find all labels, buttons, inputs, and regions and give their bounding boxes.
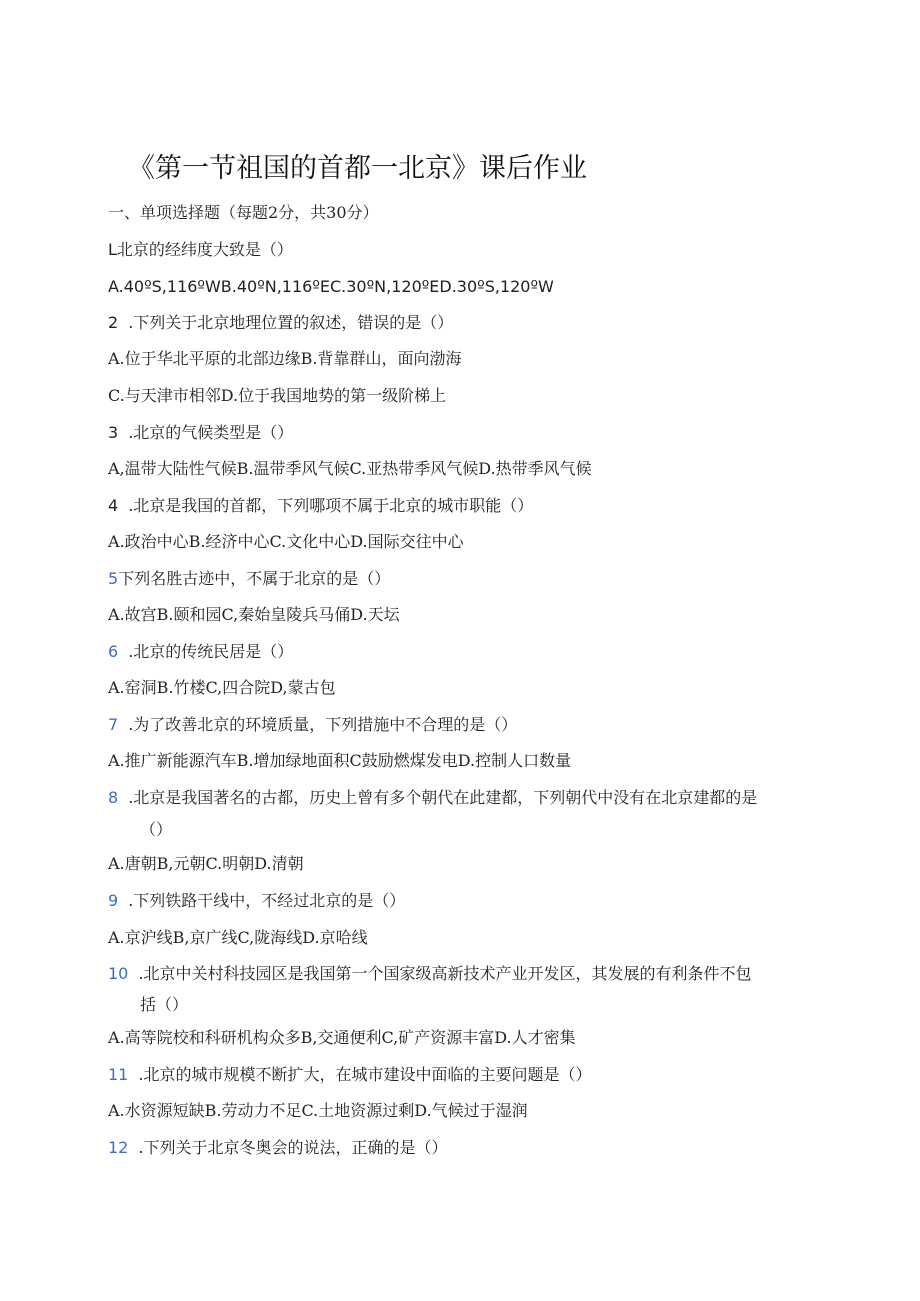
question-6 xyxy=(108,642,293,662)
question-5 xyxy=(108,569,390,589)
question-1-options: A.40ºS,116ºWB.40ºN,116ºEC.30ºN,120ºED.30ºS,120ºW xyxy=(108,277,554,296)
question-5-options: A.故宫B.颐和园C,秦始皇陵兵马俑D.天坛 xyxy=(108,605,400,624)
question-10 xyxy=(108,964,751,984)
question-3 xyxy=(108,423,293,443)
question-7-options: A.推广新能源汽车B.增加绿地面积C鼓励燃煤发电D.控制人口数量 xyxy=(108,751,572,770)
section-heading: 一、单项选择题（每题2分，共30分） xyxy=(108,203,379,222)
question-4-text: .北京是我国的首都，下列哪项不属于北京的城市职能（） xyxy=(128,496,534,515)
question-6-text: .北京的传统民居是（） xyxy=(128,642,294,661)
question-9-number: 9 xyxy=(108,891,119,910)
question-3-options: A,温带大陆性气候B.温带季风气候C.亚热带季风气候D.热带季风气候 xyxy=(108,459,592,478)
question-10-text: .北京中关村科技园区是我国第一个国家级高新技术产业开发区，其发展的有利条件不包 xyxy=(138,964,752,983)
question-9 xyxy=(108,891,405,911)
question-10-number: 10 xyxy=(108,964,129,983)
question-1-text: 北京的经纬度大致是（） xyxy=(116,240,293,259)
question-1-number: L xyxy=(108,240,117,259)
question-2 xyxy=(108,313,453,333)
question-8-number: 8 xyxy=(108,788,119,807)
question-10-continuation: 括（） xyxy=(140,995,189,1014)
question-9-options: A.京沪线B,京广线C,陇海线D.京哈线 xyxy=(108,928,368,947)
question-5-text: 下列名胜古迹中，不属于北京的是（） xyxy=(118,569,391,588)
question-1 xyxy=(108,240,293,260)
question-2-options-line-2: C.与天津市相邻D.位于我国地势的第一级阶梯上 xyxy=(108,386,447,405)
question-8 xyxy=(108,788,757,808)
question-7-text: .为了改善北京的环境质量，下列措施中不合理的是（） xyxy=(128,715,518,734)
question-12 xyxy=(108,1138,447,1158)
question-11-number: 11 xyxy=(108,1065,129,1084)
question-7-number: 7 xyxy=(108,715,119,734)
question-12-number: 12 xyxy=(108,1138,129,1157)
question-11-text: .北京的城市规模不断扩大，在城市建设中面临的主要问题是（） xyxy=(138,1065,592,1084)
question-11 xyxy=(108,1065,591,1085)
question-3-number: 3 xyxy=(108,423,119,442)
question-2-number: 2 xyxy=(108,313,119,332)
page-title: 《第一节祖国的首都一北京》课后作业 xyxy=(128,153,587,184)
question-6-number: 6 xyxy=(108,642,119,661)
question-4 xyxy=(108,496,533,516)
question-8-options: A.唐朝B,元朝C.明朝D.清朝 xyxy=(108,854,304,873)
question-12-text: .下列关于北京冬奥会的说法，正确的是（） xyxy=(138,1138,448,1157)
question-2-text: .下列关于北京地理位置的叙述，错误的是（） xyxy=(128,313,454,332)
question-11-options: A.水资源短缺B.劳动力不足C.土地资源过剩D.气候过于湿润 xyxy=(108,1101,528,1120)
question-10-options: A.高等院校和科研机构众多B,交通便利C,矿产资源丰富D.人才密集 xyxy=(108,1028,576,1047)
question-9-text: .下列铁路干线中，不经过北京的是（） xyxy=(128,891,406,910)
question-6-options: A.窑洞B.竹楼C,四合院D,蒙古包 xyxy=(108,678,336,697)
question-2-options-line-1: A.位于华北平原的北部边缘B.背靠群山，面向渤海 xyxy=(108,349,462,368)
question-8-text: .北京是我国著名的古都，历史上曾有多个朝代在此建都，下列朝代中没有在北京建都的是 xyxy=(128,788,758,807)
question-8-continuation: （） xyxy=(140,820,173,839)
question-4-options: A.政治中心B.经济中心C.文化中心D.国际交往中心 xyxy=(108,532,464,551)
question-4-number: 4 xyxy=(108,496,119,515)
question-7 xyxy=(108,715,517,735)
question-3-text: .北京的气候类型是（） xyxy=(128,423,294,442)
question-5-number: 5 xyxy=(108,569,119,588)
